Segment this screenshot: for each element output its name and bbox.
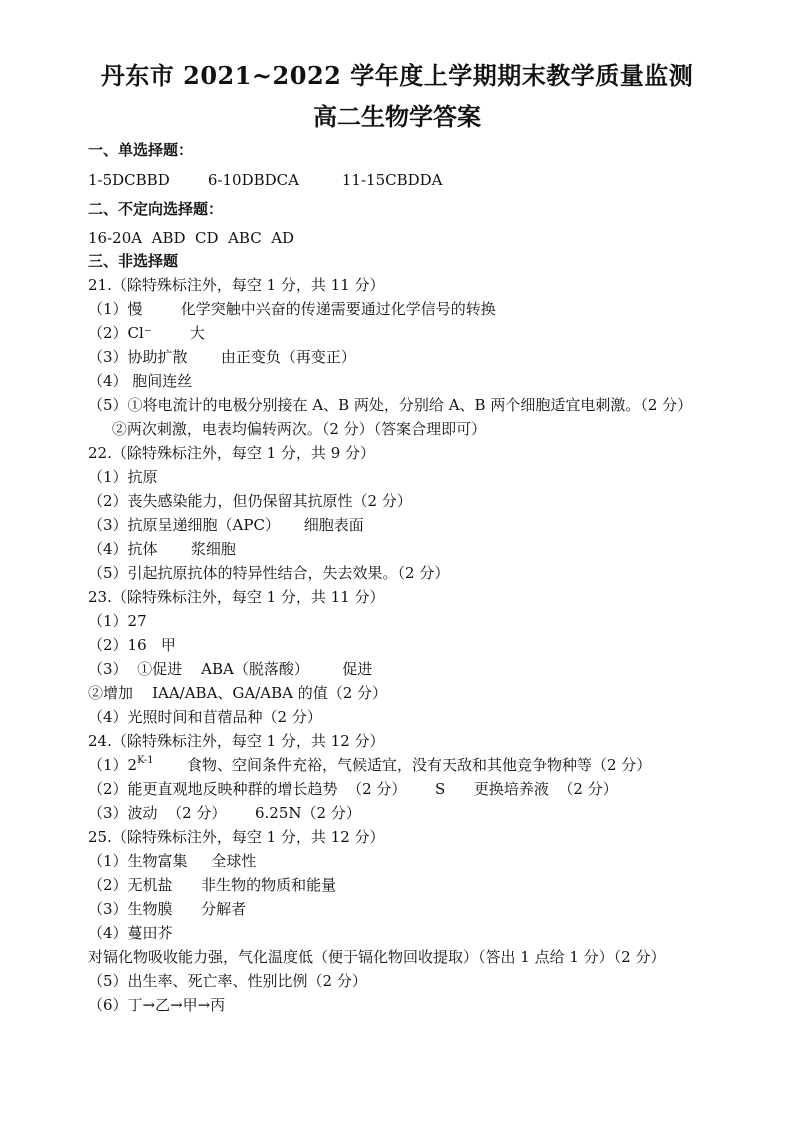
question-21-line-1: （1）慢 化学突触中兴奋的传递需要通过化学信号的转换 bbox=[88, 300, 496, 318]
question-24-line-1-prefix: （1）2 bbox=[88, 756, 138, 774]
section-heading-single-choice: 一、单选择题： bbox=[88, 141, 194, 159]
question-25-line-6: （5）出生率、死亡率、性别比例（2 分） bbox=[88, 972, 367, 990]
question-24-line-3: （3）波动 （2 分） 6.25N（2 分） bbox=[88, 804, 361, 822]
page-subtitle: 高二生物学答案 bbox=[313, 102, 481, 131]
page-title: 丹东市 2021~2022 学年度上学期期末教学质量监测 bbox=[100, 61, 694, 90]
question-22-line-4: （4）抗体 浆细胞 bbox=[88, 540, 236, 558]
question-24-line-1-suffix: 食物、空间条件充裕，气候适宜，没有天敌和其他竞争物种等（2 分） bbox=[153, 756, 652, 774]
question-24-line-2: （2）能更直观地反映种群的增长趋势 （2 分） S 更换培养液 （2 分） bbox=[88, 780, 618, 798]
question-25-line-7: （6）丁→乙→甲→丙 bbox=[88, 996, 226, 1014]
question-23-line-5: （4）光照时间和苜蓿品种（2 分） bbox=[88, 708, 322, 726]
question-21-line-5: （5）①将电流计的电极分别接在 A、B 两处，分别给 A、B 两个细胞适宜电刺激。（2 分） bbox=[88, 396, 693, 414]
question-22-line-5: （5）引起抗原抗体的特异性结合，失去效果。（2 分） bbox=[88, 564, 450, 582]
question-22-heading: 22.（除特殊标注外，每空 1 分，共 9 分） bbox=[88, 444, 376, 462]
question-25-line-2: （2）无机盐 非生物的物质和能量 bbox=[88, 876, 337, 894]
question-25-line-5: 对镉化物吸收能力强，气化温度低（便于镉化物回收提取）（答出 1 点给 1 分）（2 分） bbox=[88, 948, 666, 966]
exponent-label: K-1 bbox=[137, 755, 154, 766]
question-21-heading: 21.（除特殊标注外，每空 1 分，共 11 分） bbox=[88, 276, 385, 294]
question-22-line-3: （3）抗原呈递细胞（APC） 细胞表面 bbox=[88, 516, 364, 534]
single-choice-answers: 1-5DCBBD 6-10DBDCA 11-15CBDDA bbox=[88, 171, 443, 189]
question-24-line-1 bbox=[88, 755, 651, 775]
question-23-line-4: ②增加 IAA/ABA、GA/ABA 的值（2 分） bbox=[88, 684, 388, 702]
question-21-line-2: （2）Cl⁻ 大 bbox=[88, 324, 205, 342]
question-23-heading: 23.（除特殊标注外，每空 1 分，共 11 分） bbox=[88, 588, 385, 606]
multiple-choice-answers: 16-20A ABD CD ABC AD bbox=[88, 229, 295, 247]
question-23-line-2: （2）16 甲 bbox=[88, 636, 176, 654]
question-23-line-3: （3） ①促进 ABA（脱落酸） 促进 bbox=[88, 660, 373, 678]
question-24-heading: 24.（除特殊标注外，每空 1 分，共 12 分） bbox=[88, 732, 385, 750]
question-21-line-6: ②两次刺激，电表均偏转两次。（2 分）（答案合理即可） bbox=[88, 420, 487, 438]
section-heading-multiple-choice: 二、不定向选择题： bbox=[88, 200, 224, 218]
question-25-line-3: （3）生物膜 分解者 bbox=[88, 900, 247, 918]
question-22-line-1: （1）抗原 bbox=[88, 468, 158, 486]
question-25-line-1: （1）生物富集 全球性 bbox=[88, 852, 257, 870]
question-23-line-1: （1）27 bbox=[88, 612, 147, 630]
question-22-line-2: （2）丧失感染能力，但仍保留其抗原性（2 分） bbox=[88, 492, 412, 510]
question-21-line-3: （3）协助扩散 由正变负（再变正） bbox=[88, 348, 356, 366]
question-25-line-4: （4）蔓田芥 bbox=[88, 924, 173, 942]
question-25-heading: 25.（除特殊标注外，每空 1 分，共 12 分） bbox=[88, 828, 385, 846]
question-21-line-4: （4） 胞间连丝 bbox=[88, 372, 193, 390]
section-heading-non-choice: 三、非选择题 bbox=[88, 252, 179, 270]
